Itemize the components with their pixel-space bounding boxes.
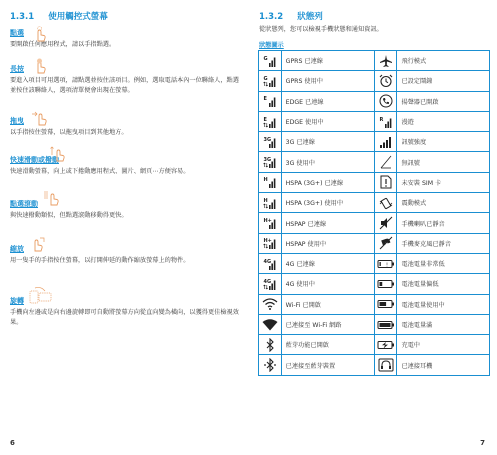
table-row [259,51,490,71]
gesture-title: 縮放 [10,245,24,253]
no-signal-icon [374,152,397,172]
table-row [259,71,490,91]
right-page [249,0,497,455]
table-row [259,253,490,273]
status-label: 已設定鬧鐘 [397,71,490,91]
status-label: 訊號強度 [397,132,490,152]
svg-text:G: G [263,75,268,82]
battery-low-icon [374,274,397,294]
battery-charging-icon [374,335,397,355]
svg-text:E: E [263,96,267,103]
gesture-title: 快速滑動或撥動 [10,156,59,164]
gesture-desc: 手機向左邊或是向右邊旋轉即可自動將螢幕方向從直向變為橫向，以獲得更佳檢視效果。 [10,309,239,326]
status-label: Wi-Fi 已開啟 [281,294,374,314]
section-heading-touchscreen [10,10,108,22]
section-number: 1.3.1 [10,12,35,22]
table-row [259,152,490,172]
bluetooth-on-icon [259,335,282,355]
gprs-in-use-icon [259,71,282,91]
mic-muted-icon [374,233,397,253]
signal-strength-icon [374,132,397,152]
gesture-title: 點選 [10,29,24,37]
battery-very-low-icon [374,253,397,273]
status-label: 揚聲器已開啟 [397,91,490,111]
table-row [259,274,490,294]
status-label: 充電中 [397,335,490,355]
svg-text:E: E [263,116,267,123]
table-row [259,233,490,253]
hspa-connected-icon [259,172,282,192]
status-label: 已連接至藍芽裝置 [281,355,374,375]
gesture-desc: 快速滑動螢幕，向上或下捲動應用程式、圖片、網頁⋯方便容易。 [10,168,190,175]
section-number: 1.3.2 [259,12,284,22]
svg-text:H: H [263,177,268,184]
status-label: 電池電量偏低 [397,274,490,294]
status-label: 已連接至 Wi-Fi 網路 [281,314,374,334]
speakerphone-on-icon [374,91,397,111]
gesture-title: 長按 [10,65,24,73]
status-label: 電池電量非常低 [397,253,490,273]
hspa-in-use-icon [259,193,282,213]
status-label: 電池電量滿 [397,314,490,334]
gesture-desc: 用一隻手的手指按住螢幕，以打開伸延的動作縮放螢幕上的物件。 [10,257,190,264]
svg-text:3G: 3G [263,136,271,143]
svg-text:H+: H+ [263,238,272,245]
gesture-title: 旋轉 [10,297,24,305]
table-row [259,172,490,192]
battery-partial-icon [374,294,397,314]
svg-text:4G: 4G [263,258,271,265]
left-page [0,0,248,455]
swipe-hand-icon [48,146,68,162]
gesture-desc: 以手指按住螢幕，以拖曳項目到其他地方。 [10,129,128,136]
svg-text:H+: H+ [263,218,272,225]
table-row [259,294,490,314]
table-row [259,335,490,355]
gesture-desc: 要開啟任何應用程式，請以手指點選。 [10,41,116,48]
status-label: HSPAP 已連線 [281,213,374,233]
status-label: EDGE 使用中 [281,111,374,131]
long-press-hand-icon [30,58,50,74]
intro-text: 從狀態列，您可以檢視手機狀態和通知資訊。 [259,26,383,33]
ringer-silent-icon [374,213,397,233]
status-label: GPRS 已連線 [281,51,374,71]
hspap-in-use-icon [259,233,282,253]
status-label: GPRS 使用中 [281,71,374,91]
status-label: HSPA (3G+) 已連線 [281,172,374,192]
status-label: 電池電量使用中 [397,294,490,314]
gesture-swipe [10,155,242,177]
page-number: 6 [10,439,15,447]
status-label: 飛行模式 [397,51,490,71]
status-label: 漫遊 [397,111,490,131]
svg-text:R: R [379,116,383,123]
gprs-connected-icon [259,51,282,71]
wifi-on-icon [259,294,282,314]
edge-connected-icon [259,91,282,111]
status-label: 未安裝 SIM 卡 [397,172,490,192]
flick-hand-icon [42,190,62,206]
status-label: 無訊號 [397,152,490,172]
section-title: 使用觸控式螢幕 [48,12,108,22]
status-label: 3G 使用中 [281,152,374,172]
4g-in-use-icon [259,274,282,294]
status-label: 藍芽功能已開啟 [281,335,374,355]
gesture-desc: 要進入項目可用選項，請點選並按住該項目。例如，選取電話本內一位聯絡人，點選並按住該聯絡人，選項清單便會出現在螢幕。 [10,77,239,94]
section-title: 狀態列 [297,12,323,22]
airplane-mode-icon [374,51,397,71]
svg-text:3G: 3G [263,157,271,164]
table-row [259,355,490,375]
no-sim-card-icon [374,172,397,192]
hspap-connected-icon [259,213,282,233]
vibrate-mode-icon [374,193,397,213]
status-label: HSPA (3G+) 使用中 [281,193,374,213]
svg-text:4G: 4G [263,278,271,285]
table-row [259,111,490,131]
gesture-title: 拖曳 [10,117,24,125]
status-label: 4G 使用中 [281,274,374,294]
svg-text:H: H [263,197,268,204]
tap-hand-icon [30,26,50,42]
table-row [259,91,490,111]
drag-hand-icon [30,110,50,126]
status-label: 手機麥克風已靜音 [397,233,490,253]
3g-connected-icon [259,132,282,152]
status-label: EDGE 已連線 [281,91,374,111]
wifi-connected-icon [259,314,282,334]
table-row [259,213,490,233]
bluetooth-connected-icon [259,355,282,375]
headset-connected-icon [374,355,397,375]
status-icon-table [258,50,490,376]
svg-text:G: G [263,55,268,62]
status-label: HSPAP 使用中 [281,233,374,253]
gesture-title: 點選滾動 [10,200,38,208]
3g-in-use-icon [259,152,282,172]
4g-connected-icon [259,253,282,273]
svg-text:!: ! [385,262,388,269]
battery-full-icon [374,314,397,334]
status-label: 3G 已連線 [281,132,374,152]
pinch-hand-icon [28,236,48,252]
status-label: 已連接耳機 [397,355,490,375]
table-title: 狀態圖示 [259,42,284,49]
table-row [259,132,490,152]
status-label: 震動模式 [397,193,490,213]
roaming-icon [374,111,397,131]
rotate-phone-icon [28,286,52,302]
table-row [259,193,490,213]
status-label: 手機喇叭已靜音 [397,213,490,233]
gesture-desc: 與快速撥動類似，但點選滾動移動得更快。 [10,212,128,219]
table-row [259,314,490,334]
status-label: 4G 已連線 [281,253,374,273]
page-number: 7 [480,439,485,447]
edge-in-use-icon [259,111,282,131]
section-heading-status-bar [259,10,323,22]
alarm-set-icon [374,71,397,91]
